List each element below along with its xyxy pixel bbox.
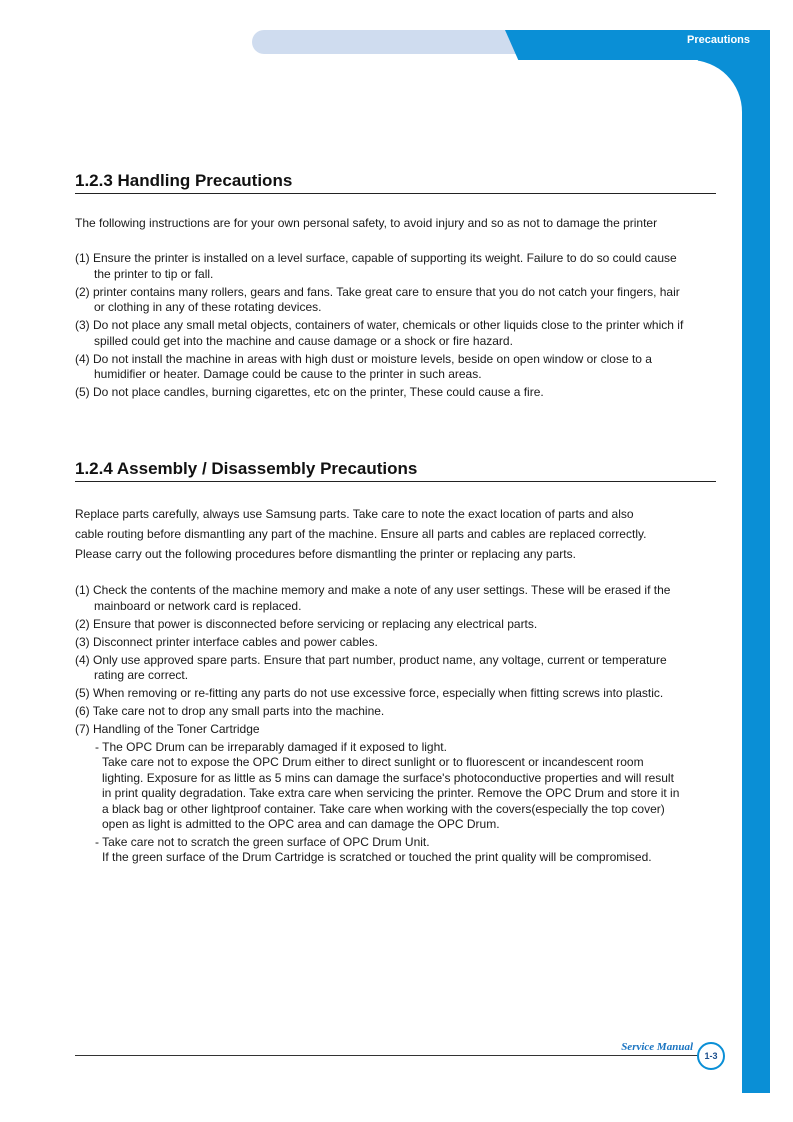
intro-line: Replace parts carefully, always use Samsung parts. Take care to note the exact location of parts and also — [75, 507, 634, 521]
handling-list — [75, 251, 716, 401]
toner-bullet: - Take care not to scratch the green surface of OPC Drum Unit. If the green surface of the Drum Cartridge is scratched or touched the print quality will be compromised. — [95, 834, 652, 864]
list-item: (6) Take care not to drop any small parts into the machine. — [75, 704, 385, 718]
section-intro: The following instructions are for your own personal safety, to avoid injury and so as not to damage the printer — [75, 216, 658, 230]
assembly-list — [75, 583, 716, 866]
list-item: (7) Handling of the Toner Cartridge - The OPC Drum can be irreparably damaged if it exposed to light. Take care not to expose the OPC Drum either to direct sunlight or to fluorescent or incandescent room lighting. Exposure for as little as 5 mins can damage the surface's photoconductive properties and will result in print quality degradation. Take extra care when servicing the printer. Remove the OPC Drum and store it in a black bag or other lightproof container. Take care when working with the covers(especially the top cover) open as light is admitted to the OPC area and can damage the OPC Drum. - Take care not to scratch the green surface of OPC Drum Unit. If the green surface of the Drum Cartridge is scratched or touched the print quality will be compromised. — [75, 722, 716, 866]
list-item: (4) Only use approved spare parts. Ensure that part number, product name, any voltage, current or temperature rating are correct. — [75, 652, 667, 682]
header-title: Precautions — [687, 34, 750, 46]
list-item: (4) Do not install the machine in areas with high dust or moisture levels, beside on open window or close to a humidifier or heater. Damage could be cause to the printer in such areas. — [75, 351, 652, 381]
section-handling-precautions — [75, 171, 716, 403]
list-item: (1) Check the contents of the machine memory and make a note of any user settings. These will be erased if the mainboard or network card is replaced. — [75, 583, 671, 613]
section-intro — [75, 504, 716, 564]
list-item: (5) Do not place candles, burning cigarettes, etc on the printer, These could cause a fire. — [75, 385, 544, 399]
footer-rule — [75, 1055, 703, 1056]
list-item: (2) printer contains many rollers, gears and fans. Take great care to ensure that you do not catch your fingers, hair or clothing in any of these rotating devices. — [75, 284, 680, 314]
list-item: (5) When removing or re-fitting any parts do not use excessive force, especially when fitting screws into plastic. — [75, 686, 664, 700]
intro-line: cable routing before dismantling any part of the machine. Ensure all parts and cables are replaced correctly. — [75, 527, 647, 541]
list-item: (1) Ensure the printer is installed on a level surface, capable of supporting its weight. Failure to do so could cause the printer to tip or fall. — [75, 251, 677, 281]
section-heading: 1.2.3 Handling Precautions — [75, 171, 716, 194]
list-item: (3) Do not place any small metal objects, containers of water, chemicals or other liquids close to the printer which if spilled could get into the machine and cause damage or a shock or fire hazard. — [75, 318, 684, 348]
list-item: (2) Ensure that power is disconnected before servicing or replacing any electrical parts. — [75, 616, 538, 631]
toner-bullet: - The OPC Drum can be irreparably damaged if it exposed to light. Take care not to expose the OPC Drum either to direct sunlight or to fluorescent or incandescent room lighting. Exposure for as little as 5 mins can damage the surface's photoconductive properties and will result in print quality degradation. Take extra care when servicing the printer. Remove the OPC Drum and store it in a black bag or other lightproof container. Take care when working with the covers(especially the top cover) open as light is admitted to the OPC area and can damage the OPC Drum. — [95, 739, 680, 831]
section-assembly-precautions — [75, 459, 716, 868]
footer-label: Service Manual — [621, 1041, 693, 1053]
section-heading: 1.2.4 Assembly / Disassembly Precautions — [75, 459, 716, 482]
intro-line: Please carry out the following procedures before dismantling the printer or replacing any parts. — [75, 547, 576, 561]
list-item: (3) Disconnect printer interface cables and power cables. — [75, 634, 378, 649]
page-number-badge: 1-3 — [697, 1042, 725, 1070]
